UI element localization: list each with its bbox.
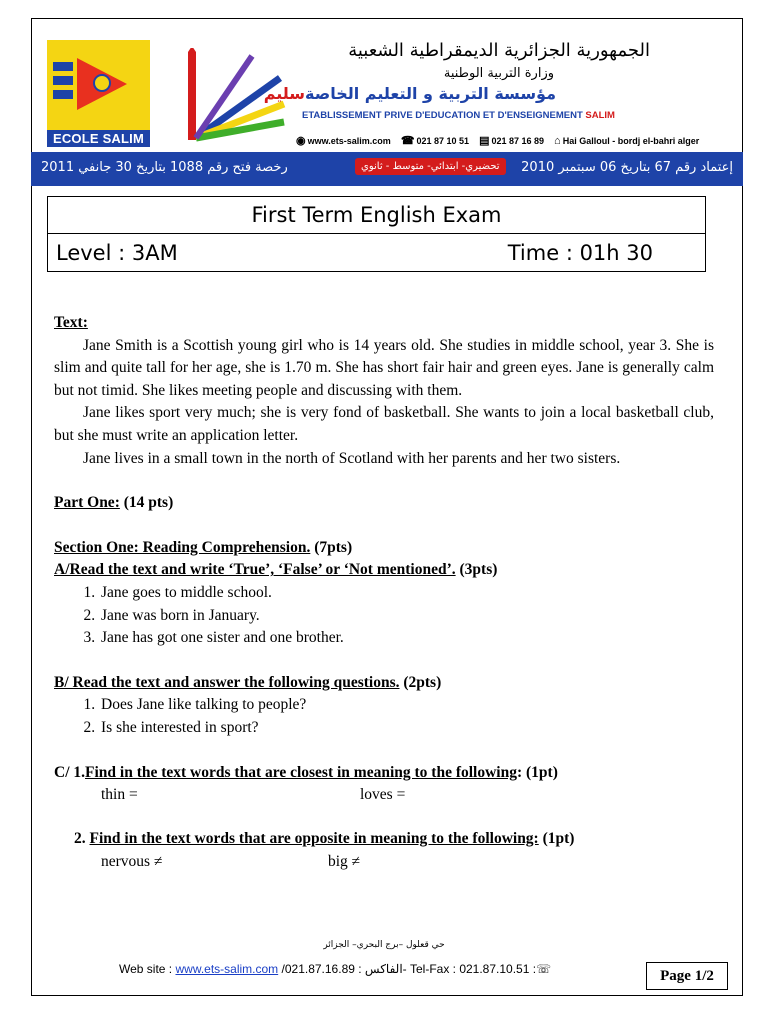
approval-number: إعتماد رقم 67 بتاريخ 06 سبتمبر 2010 <box>521 160 733 175</box>
header-arabic-school <box>264 84 556 103</box>
website-contact <box>296 134 391 147</box>
phone-icon: ☎ <box>400 135 415 147</box>
task-a-label: A/Read the text and write ‘True’, ‘False’ or ‘Not mentioned’. <box>54 561 456 579</box>
task-b-heading <box>54 672 714 695</box>
part-one-heading <box>54 492 714 515</box>
section-one-points: (7pts) <box>314 538 353 556</box>
header-arabic-school-name: سليم <box>263 84 306 103</box>
list-item: 2. Jane was born in January. <box>99 605 714 628</box>
exam-title: First Term English Exam <box>48 197 705 234</box>
exam-time: Time : 01h 30 <box>507 241 653 265</box>
logo-circle <box>93 74 111 92</box>
section-one-label: Section One: Reading Comprehension. <box>54 538 311 556</box>
exam-title-box <box>47 196 706 272</box>
header-contacts <box>296 134 699 147</box>
fax-text: 021 87 16 89 <box>491 136 545 146</box>
etab-main-text: ETABLISSEMENT PRIVE D'EDUCATION ET D'ENSEIGNEMENT <box>302 110 583 121</box>
license-band <box>31 152 743 186</box>
section-one-heading <box>54 537 714 560</box>
fax-contact <box>479 134 544 147</box>
task-c1-heading <box>54 762 714 785</box>
header-arabic-ministry: وزارة التربية الوطنية <box>443 66 554 81</box>
task-b-list <box>54 694 714 739</box>
header-etablissement <box>302 110 615 121</box>
word-loves: loves = <box>360 786 406 804</box>
website-text: www.ets-salim.com <box>307 136 391 146</box>
task-b-points: (2pts) <box>403 673 442 691</box>
globe-icon: ◉ <box>296 135 306 147</box>
part-one-points: (14 pts) <box>123 494 174 512</box>
logo-stripe <box>53 62 73 71</box>
exam-level: Level : 3AM <box>56 241 178 265</box>
task-a-points: (3pts) <box>459 561 498 579</box>
footer-arabic-address: حي قعلول –برج البحري– الجزائر <box>323 940 445 950</box>
exam-info-row <box>48 234 705 272</box>
footer-contact <box>119 962 551 976</box>
fax-icon: ▤ <box>479 135 490 147</box>
list-item: 1. Jane goes to middle school. <box>99 582 714 605</box>
task-c1-label: Find in the text words that are closest in meaning to the following <box>85 763 517 781</box>
exam-body <box>54 312 714 873</box>
text-paragraph-1: Jane Smith is a Scottish young girl who is 14 years old. She studies in middle school, year 3. She is slim and quite tall for her age, she is 1.70 m. She has short fair hair and green eyes. Jane is generally calm but not timid. She likes meeting people and discussing with them. <box>54 336 714 399</box>
phone-contact <box>401 134 469 147</box>
list-item: 3. Jane has got one sister and one brother. <box>99 627 714 650</box>
footer-web-label: Web site : <box>119 962 173 976</box>
header-arabic-school-main: مؤسسة التربية و التعليم الخاصة <box>305 84 556 103</box>
task-c2-words <box>54 851 714 873</box>
task-c1-words <box>54 784 714 806</box>
word-thin: thin = <box>101 786 138 804</box>
footer-phone-fax: /021.87.16.89 : الفاكس- Tel-Fax : 021.87.10.51 :☏ <box>281 962 552 976</box>
etab-name: SALIM <box>585 110 615 121</box>
text-paragraph-3: Jane lives in a small town in the north of Scotland with her parents and her two sisters. <box>83 449 621 467</box>
task-c2-label: Find in the text words that are opposite in meaning to the following: <box>89 830 539 848</box>
word-nervous: nervous ≠ <box>101 852 163 870</box>
text-label: Text: <box>54 314 88 331</box>
task-a-list <box>54 582 714 650</box>
part-one-label: Part One: <box>54 494 120 512</box>
text-paragraph-2: Jane likes sport very much; she is very fond of basketball. She wants to join a local basketball club, but she must write an application letter. <box>54 404 714 444</box>
address-text: Hai Galloul - bordj el-bahri alger <box>562 135 700 146</box>
school-levels-badge: تحضيري- ابتدائي- متوسط - ثانوي <box>355 158 506 175</box>
license-number: رخصة فتح رقم 1088 بتاريخ 30 جانفي 2011 <box>41 160 288 175</box>
address-contact <box>554 135 699 147</box>
logo-stripe <box>53 76 73 85</box>
task-c2-prefix: 2. <box>74 830 86 848</box>
phone-text: 021 87 10 51 <box>416 136 470 146</box>
list-item: 2. Is she interested in sport? <box>99 717 714 740</box>
task-c1-prefix: C/ 1. <box>54 763 85 781</box>
task-b-label: B/ Read the text and answer the following questions. <box>54 673 400 691</box>
page-number: Page 1/2 <box>646 962 728 990</box>
task-a-heading <box>54 559 714 582</box>
logo-text: ECOLE SALIM <box>47 130 150 147</box>
word-big: big ≠ <box>328 852 361 870</box>
logo-stripe <box>53 90 73 99</box>
home-icon: ⌂ <box>554 134 561 147</box>
task-c2-heading <box>54 828 714 851</box>
task-c2-points: (1pt) <box>542 830 575 848</box>
header-arabic-republic: الجمهورية الجزائرية الديمقراطية الشعبية <box>348 40 650 61</box>
school-logo <box>47 40 150 147</box>
task-c1-points: : (1pt) <box>516 763 558 781</box>
red-pencil <box>188 52 196 140</box>
list-item: 1. Does Jane like talking to people? <box>99 694 714 717</box>
footer-website-link[interactable]: www.ets-salim.com <box>175 962 279 976</box>
